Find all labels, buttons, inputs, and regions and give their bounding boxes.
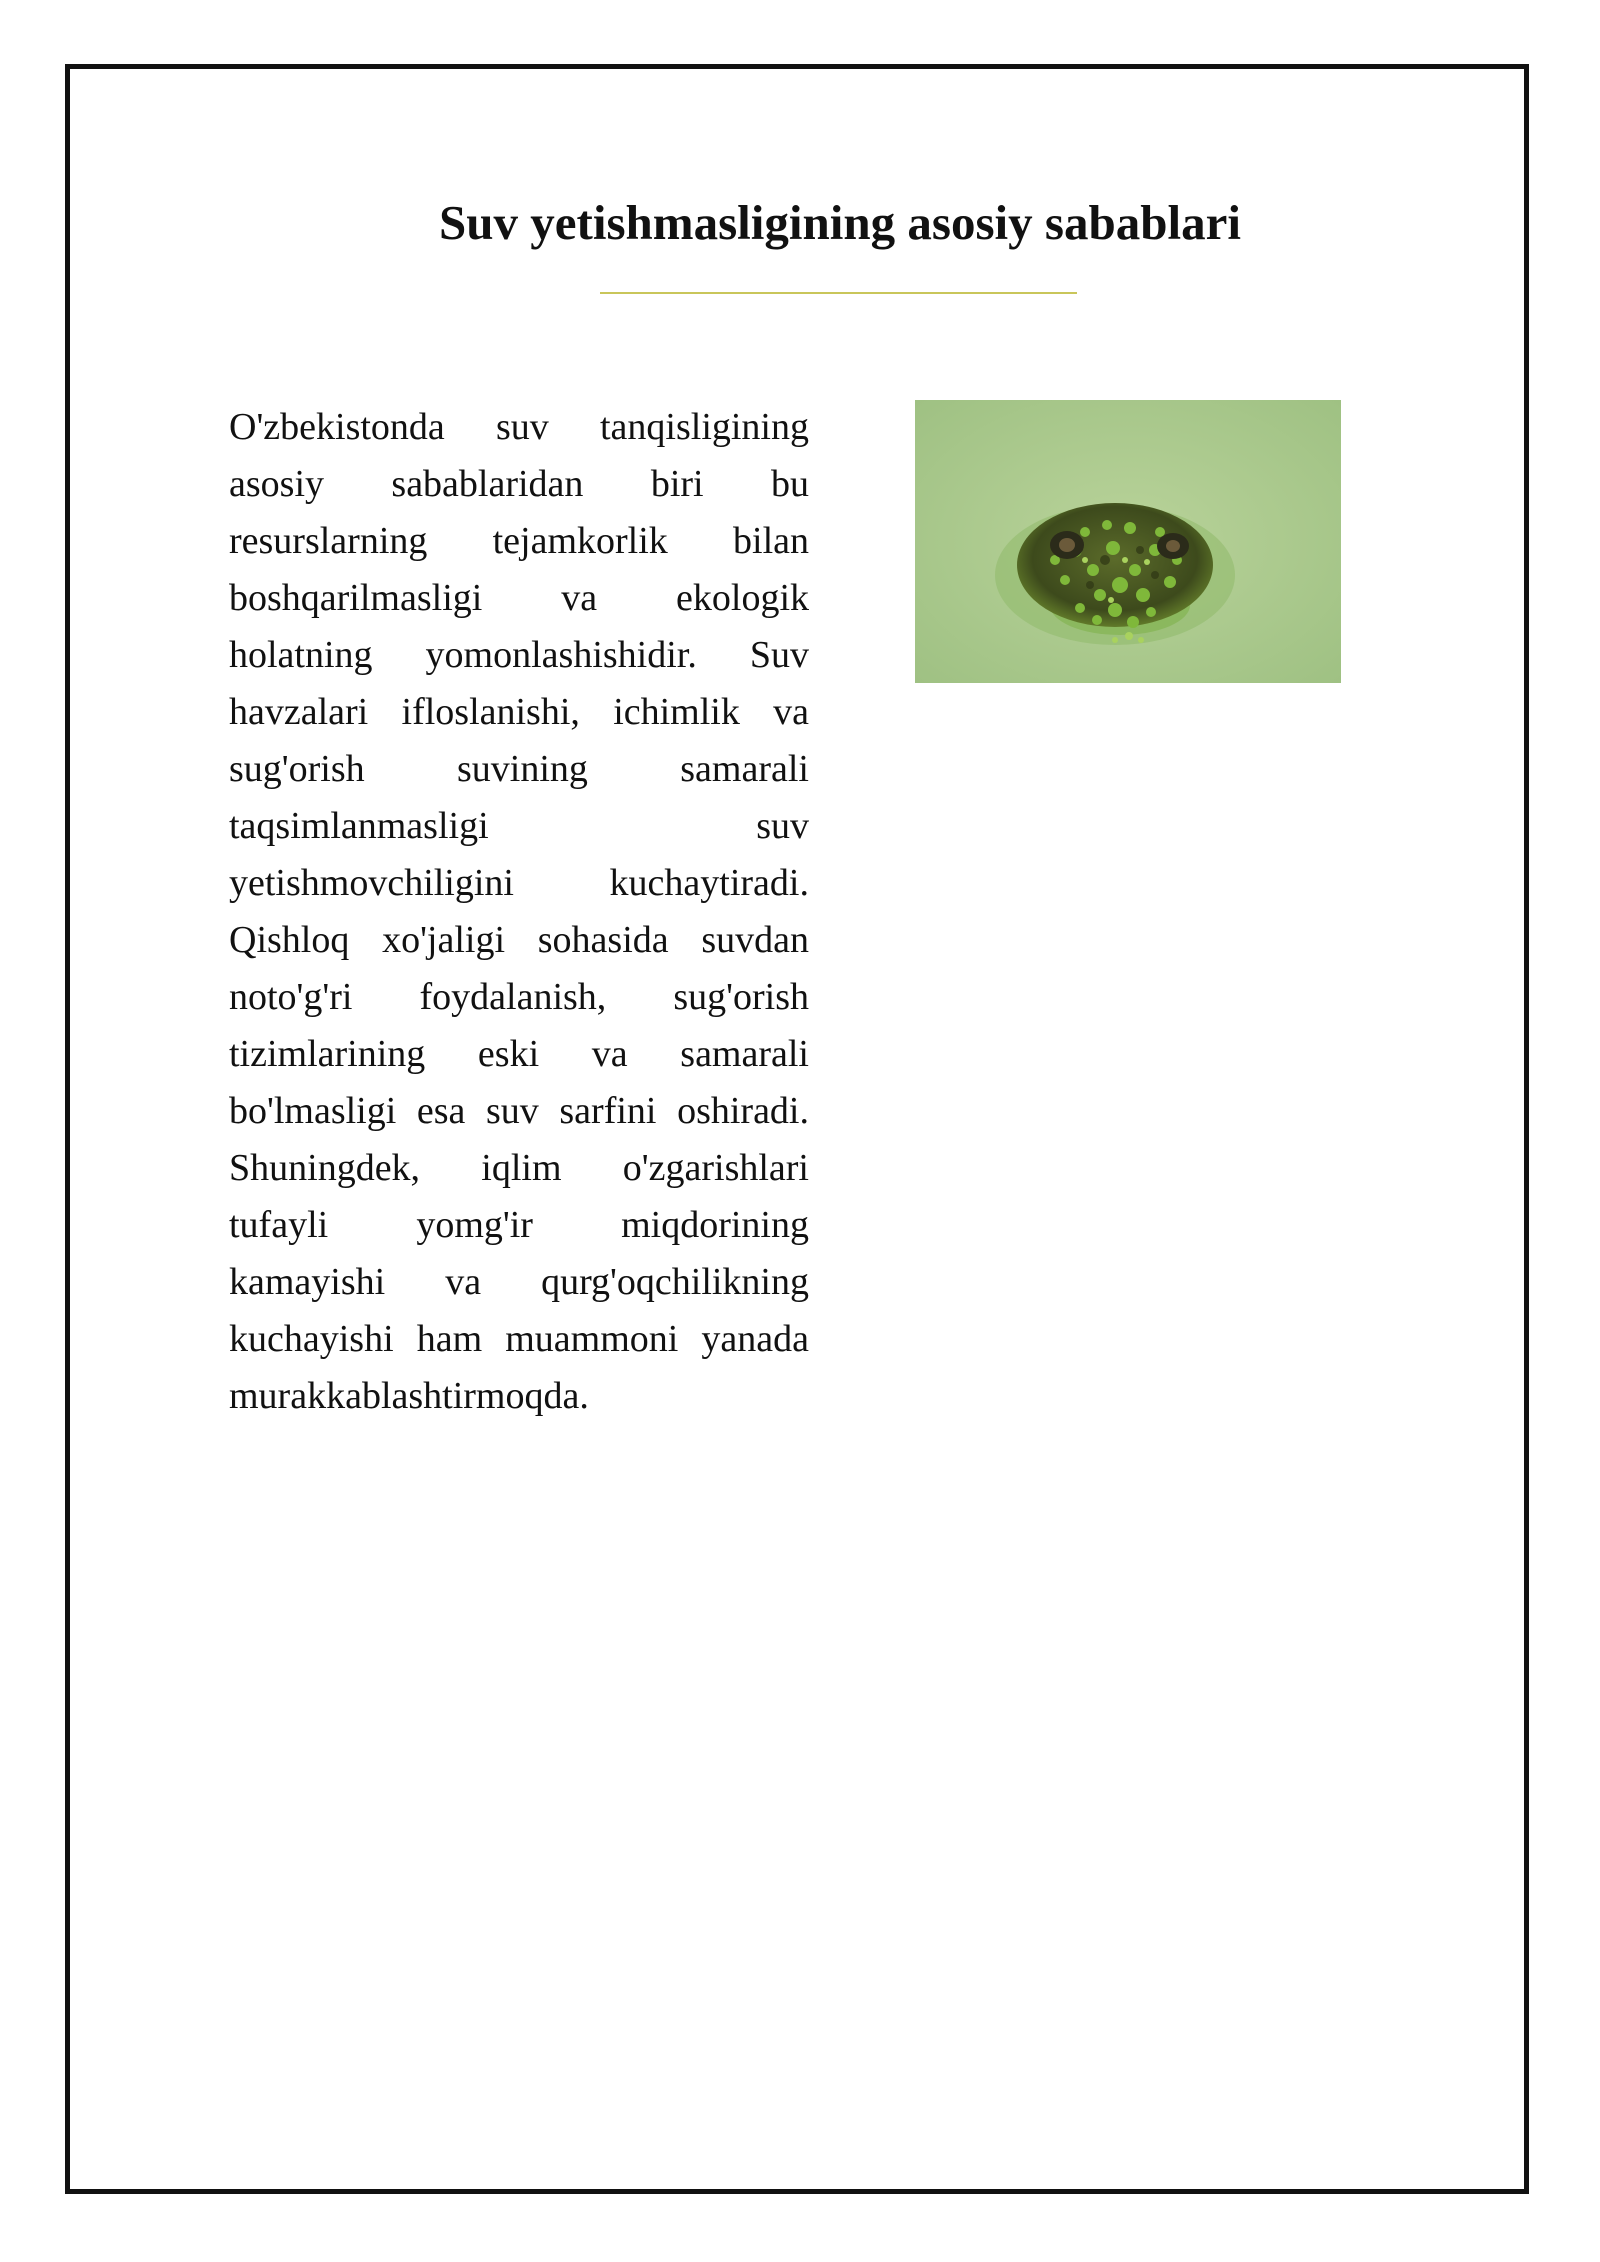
body-paragraph: O'zbekistonda suv tanqisligining asosiy sabablaridan biri bu resurslarning tejamkorlik bilan boshqarilmasligi va ekologik holatning yomonlashishidir. Suv havzalari ifloslanishi, ichimlik va sug'orish suvining samarali taqsimlanmasligi suv yetishmovchiligini kuchaytiradi. Qishloq xo'jaligi sohasida suvdan noto'g'ri foydalanish, sug'orish tizimlarining eski va samarali bo'lmasligi esa suv sarfini oshiradi. Shuningdek, iqlim o'zgarishlari tufayli yomg'ir miqdorining kamayishi va qurg'oqchilikning kuchayishi ham muammoni yanada murakkablashtirmoqda. xyxy=(229,406,809,1417)
frog-in-duckweed-photo xyxy=(915,400,1341,683)
page-title: Suv yetishmasligining asosiy sabablari xyxy=(439,195,1241,250)
title-divider xyxy=(600,292,1077,294)
